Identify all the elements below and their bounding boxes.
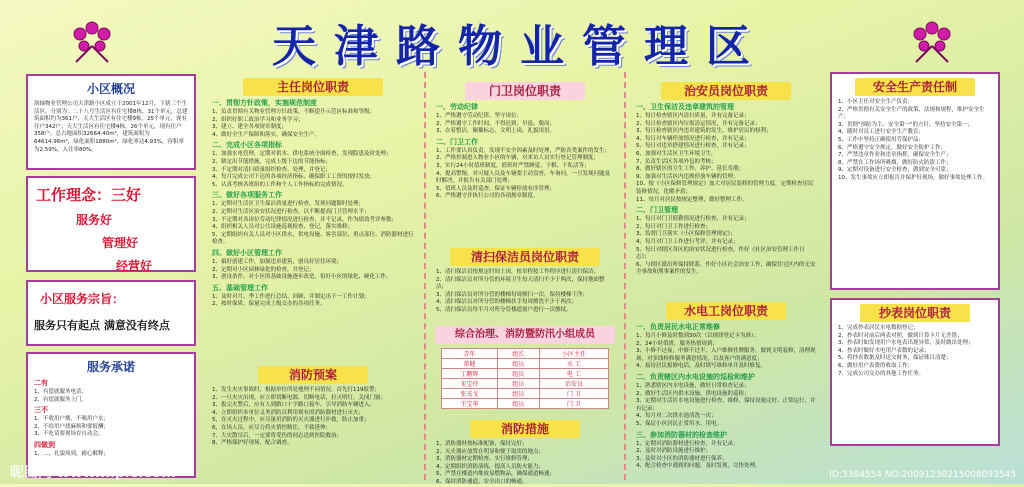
divider [424,72,426,480]
director-body: 1、及时对月、季工作进行总结、回顾，并制定出下一工作计划； 2、按时保质、保量完成上级交办的各项任务。 [212,293,370,308]
electrician-body: 1、定期对消防器材进行检查，并有记录； 2、及时对消防设施进行维护； 3、及时对小区的消防器材进行保养； 4、配合检查中遇到的问题，及时发现，尽快处理。 [636,440,761,470]
idea-item: 管理好 [102,236,139,250]
committee-header: 综合治理、消防暨防汛小组成员 [435,326,615,344]
table-cell: 张戎戈 [442,389,498,399]
purpose-header: 小区服务宗旨： [40,292,125,306]
guard-section: 一、劳动纪律 [436,103,478,111]
security-panel [630,78,822,286]
meter-header: 抄表岗位职责 [860,304,970,322]
guard-body: 1、严格遵守劳动纪律，坚守岗位； 2、严格遵守工作时间，不得迟到、早退、脱岗； 3、衣着整洁，佩戴标志，文明上岗，礼貌用语。 [436,113,556,135]
table-cell: 组员 [497,359,539,369]
table-cell: 门 卫 [539,389,608,399]
director-panel [206,74,420,360]
electrician-section: 二、负责辖区内水电设施的巡检和维护 [636,372,755,381]
cleaner-header: 清扫保洁员岗位职责 [450,248,600,266]
cleaner-panel [430,244,620,320]
director-section: 五、基础管理工作 [212,283,268,292]
idea-item: 服务好 [76,213,113,227]
director-body: 1、负责贯彻有关物业管理方针政策，不断提升示范区标准和等级； 2、组织好职工政治学习和业务学习； 3、建立、建全各项规章制度； 4、做好全生产保障和落实，确保安全生产。 [212,109,376,138]
director-body: 1、加强水电管理，定期对供水、供电系统全面检查，发现隐患及时处理； 2、制定出节能措施，完成上级下达的节能指标； 3、不定期对清扫质量组织检查、处理，并登记； 4、每月完成公司下达的各项经济指标，确保职工工资的按时发放； 5、认真考核各班组的工作和个人工作指标的完成情况。 [212,151,392,188]
promise-body: 1、…、礼貌周到，耐心解释； [34,450,110,457]
overview-panel [26,74,196,170]
guard-section: 二、门卫工作 [436,137,478,146]
director-body: 1、定期对生活区卫生保洁质量进行检查，发现问题限时处理； 2、定期对生活区治安状况进行检查，以不断提高门卫管理水平； 3、不定期对各岗位劳动纪律情况进行检查，并不记录，作为绩效考评参数； 4、组织相关人员对公共设施巡视检查、登记，落实维修； 5、定期组织有关人员对小区供水、供电设施、客害部位、重点部位、消防器材进行检查。 [212,201,414,246]
page-title: 天津路物业管理区 [272,21,768,72]
idea-title: 工作理念：三好 [36,186,142,204]
table-cell: 组员 [497,399,539,409]
guard-header: 门卫岗位职责 [465,82,585,100]
table-cell: 治安员 [539,379,608,389]
director-section: 二、完成小区各项指标 [212,141,282,150]
meter-body: 1、完成抄表居民水电数据登记； 2、抄表时对前后两表对照，做到计算卡片无差错； 3、抄表时如发现用户水电表出现异常，及时做出处理； 4、抄表时做好水电用户表数的记录； 5、将抄表数据及时送交财务，保证账目清楚； 6、做好用户表费的收取工作； 7、完成公司交办的其他工作任务。 [838,325,974,377]
electrician-section: 一、负责居民水电正常维修 [636,323,720,331]
idea-item: 经营好 [116,259,153,273]
divider [624,72,626,480]
cleaner-body: 1、清扫保洁员按规定时间上岗，按章程按工作程序进行清扫保洁； 2、清扫保洁员对所分管的环境卫生每天清扫不少于两次，保持地面整洁； 3、清扫保洁员对所分管的楼梯每周擦扫一次，保持楼梯干净； 4、清扫保洁员对所分管的楼梯扶手每周擦洗不少于两次； 5、清扫保洁员每半月对所分管楼道窗户进行一次擦拭。 [436,269,605,313]
table-row [442,369,609,379]
director-header: 主任岗位职责 [243,78,383,96]
table-cell: 水 工 [539,359,608,369]
overview-header: 小区概况 [86,82,135,96]
watermark: 昵图网 www.nipic.com [10,465,176,481]
safety-header: 安全生产责任制 [855,78,975,96]
guard-body: 1、工作要认真负责，发现不安全因素及时处理，严防各类案件的发生； 2、严格控制进入物业小区的车辆，对来访人员实行登记管理制度； 3、实行24小时值班制度，值班时严禁睡觉、下棋、干私活等； 4、提高警惕，对可疑人员及车辆要主动盘查，车询问，一旦发现问题及时解决，并报告有关部门处理； 5、值班人员及时巡查，保证车辆停放有序管理； 6、严格遵守并执行公司的各项规章制度。 [436,147,611,200]
security-body: 1、每日对门卫值勤情况进行检查，并有记录； 2、每日对门卫工作进行检查； 3、监督门卫落实《小区保修管理规定》； 4、每月对门卫工作进行考评，并有记录； 5、每日对辖区各区的治安状况进行检查，作好《社区治安管理工作日志》； 6、与辖区派出所保持联系，作好小区社会治安工作，确保住宅区内的无安全事故和刑事案件的发生。 [636,216,816,276]
fire-measures-header: 消防措施 [470,420,580,438]
table-cell: 电 工 [539,369,608,379]
fire-plan-header: 消防预案 [258,366,368,384]
table-cell: 青年 [442,349,498,359]
safety-panel [830,72,1000,290]
promise-section: 三不 [34,406,48,415]
director-section: 一、贯彻方针政策，实施规范制度 [212,99,317,107]
promise-header: 服务承诺 [86,360,135,374]
table-row [442,399,609,409]
security-header: 治安员岗位职责 [661,82,791,100]
director-section: 三、做好各项服务工作 [212,191,282,200]
security-body: 1、每日检查辖区内清扫质量，并有完备记录； 2、每日检查辖区内垃圾清运情况，并有完备记录； 3、每日检查辖区内违章建筑的发生，维护居民的权利； 4、每日对车辆停放情况进行检查，并有记录； 5、每日对违章搭建情况进行检查，并有记录； 6、加强对生活区卫生环境卫生， 7、负责生活区各项外包的考核； 8、做好辖区的卫生工作、养护、延长寿期； 9、加强对生活区内违规停放车辆的管理； 10、按《小区保修管理规定》加大对居民装修的管理力度，定期检查居民装修情况，化解矛盾； 11、每月对居民按规定整理，做好整理工作。 [636,113,814,203]
table-row [442,359,609,369]
image-id: ID:3384554 NO:20091230215008093545 [829,470,1016,480]
electrician-body: 1、每月小修及时数到30次（以规律登记卡为准）； 2、24小时值班，服务热情周到； 3、小修不过夜，中修不过半，入户维修挂牌服务，做到文明装修，清理现场，对多线检修服务满意情况，以及客户的满意度； 4、接待居民报修电话，及时填写维修单并及时修复。 [636,333,816,370]
promise-section: 二有 [34,379,48,387]
safety-body: 1、小区主任对安全生产负责； 2、严格贯彻有关安全生产的政策、法规和规程，维护安全生产； 3、贯彻"预防为主、安全第一"的方针，坚持安全第一； 4、随时对员工进行安全生产教育； 5、工作中坚持正确使用劳保护品； 6、严格遵守安全规定，做好安全防护工作； 7、严禁违章作业和违章指挥，确保安全生产； 8、严禁在工作场所吸烟，做好防火防盗工作； 9、定期对设备进行安全检查，做到安全可靠； 10、发生事故应立即报告并保护好现场，做好事故处理工作。 [838,99,989,181]
table-cell: 门 卫 [539,399,608,409]
security-section: 一、卫生保洁及违章建筑的管理 [636,103,734,111]
table-cell: 董健 [442,359,498,369]
fire-measures-body: 1、消防器材按标准配备，保持完好； 2、灭火器应放置在明显和便于取用的地点； 3、消防器材定期检查、实行维修管理； 4、定期组织消防演练，提高人员防火能力； 5、严禁在楼道内堆放易燃物品，确保通道畅通； 6、保持消防通道、安全出口的畅通。 [436,441,556,485]
guard-panel [430,78,620,242]
table-cell: 组员 [497,369,539,379]
electrician-section: 三、参加消防器材的检查维护 [636,430,727,439]
table-cell: 组员 [497,379,539,389]
fire-plan-body: 1、发生火灾事故时，根据单位所处地理不同情况，首先打119报警； 2、一旦火灾出现，应立即切断电源，切断电话，拉灭明灯，关闭门窗； 3、报完火警后，应有人到路口十字路口接车，引导消防车辆进入； 4、立即组织本单位义务消防员利用现有的消防器材进行灭火； 5、在灭火过程中，应尽量用消防的灭火器进行扑救，防止加重； 6、在场人员，应尽力将火情控制住，不致延伸； 7、大灾散尽后，一定要将受伤的同志送到医院救治； 8、严格保护好现场，配合调查。 [212,387,387,447]
fire-measures-panel [430,416,620,485]
electrician-header: 水电工岗位职责 [666,302,786,320]
table-cell: 组员 [497,389,539,399]
purpose-body: 服务只有起点 满意没有终点 [34,319,170,332]
table-cell: 宋宝玲 [442,379,498,389]
electrician-panel [630,298,822,480]
table-cell: 丁鹏辉 [442,369,498,379]
table-row [442,389,609,399]
promise-body: 1、有偿就服务电话； 2、有偿就服务上门。 [34,389,87,403]
security-section: 二、门卫管理 [636,206,678,215]
fire-plan-panel [206,362,420,480]
director-body: 1、搞好创建工作，加强违章建筑，创良好居住环境； 2、定期对小区园林绿化的检查，并登记； 3、创设条件，对小区的基础设施逐步改造，恰好小区的绿化、硬化工作。 [212,258,392,281]
purpose-panel [26,280,196,346]
flower-decoration-icon [62,8,122,68]
table-row [442,379,609,389]
electrician-body: 1、熟悉辖区内水电设施，做好日常检查记录； 2、做好生活区内供水设施、供电设施的巡检； 3、定期对生活区水电设施进行检查、维修，保持设施完好、正常运行，并有记录； 4、每月对二次供水池清洗一次； 5、保证小区居民正常用水、用电。 [636,382,816,427]
meter-panel [830,298,1000,446]
flower-decoration-icon [902,8,962,68]
promise-section: 四做到 [34,440,55,449]
table-cell: 王宝华 [442,399,498,409]
members-table [441,348,609,409]
table-row [442,349,609,359]
table-cell: 组长 [497,349,539,359]
promise-body: 1、不收用户烟，不喝用户水； 2、不给用户找麻烦和要报酬； 3、不吃请要现场存自动会。 [34,416,110,438]
promise-panel [26,352,196,478]
overview-body: 洛轴物业管理公司天津路小区成立于2001年12月，下辖三个生活区，分别为：二十八号生活区有住宅楼8栋，31个单元，总建筑面积约为361户；天大生活区有住宅楼9栋，25个单元，现有住户342户；天大生活区有住宅楼4栋，26个单元，现有住户358户。总占地面积32664.40m²，建筑面积为64614.96m²，绿化面积1880m²，绿化率达4.93%，容积率为2.59%，入住率80%。 [34,101,188,153]
table-cell: 小区主任 [539,349,608,359]
director-section: 四、做好小区管理工作 [212,248,282,257]
idea-panel [26,176,196,272]
committee-panel [430,322,620,414]
